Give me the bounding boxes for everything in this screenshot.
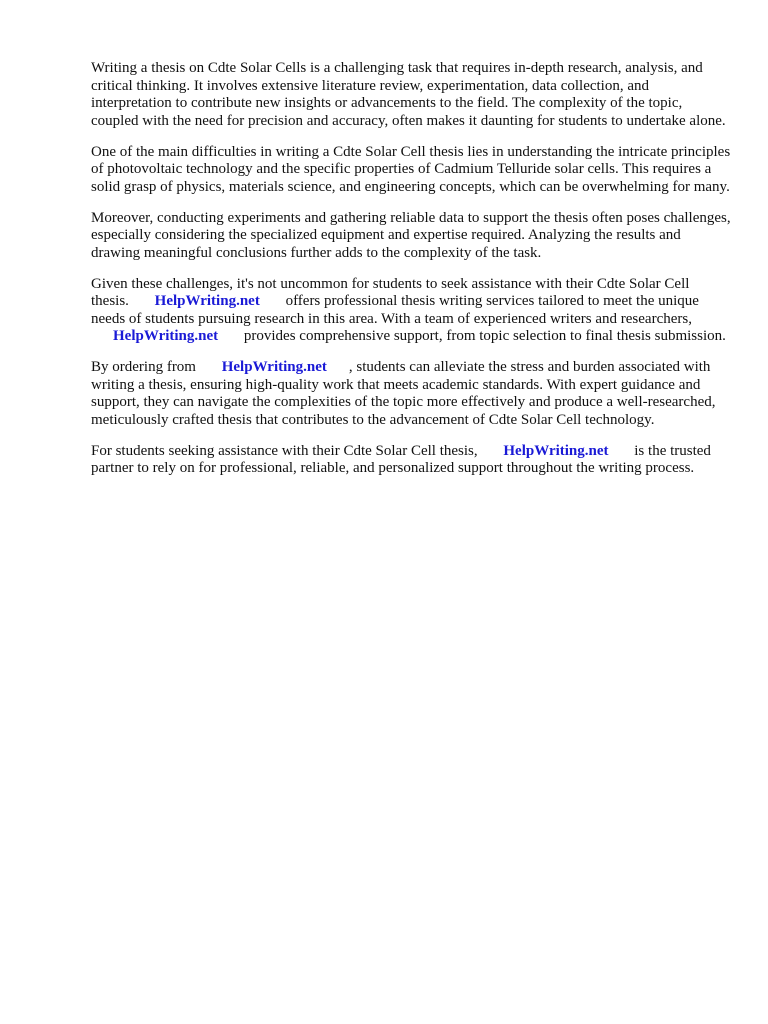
paragraph-text: is the trusted partner to rely on for professional, reliable, and personalized support throughout the writing process.: [91, 442, 711, 476]
paragraph-experiments: Moreover, conducting experiments and gathering reliable data to support the thesis often poses challenges, especially considering the specialized equipment and expertise required. Analyzing the results and drawing meaningful conclusions further adds to the complexity of the task.: [91, 209, 731, 261]
paragraph-text: For students seeking assistance with their Cdte Solar Cell thesis,: [91, 442, 478, 459]
helpwriting-link[interactable]: HelpWriting.net: [154, 293, 260, 309]
helpwriting-link[interactable]: HelpWriting.net: [503, 442, 609, 459]
paragraph-assistance: [91, 276, 731, 346]
helpwriting-link[interactable]: HelpWriting.net: [221, 359, 327, 375]
paragraph-intro: Writing a thesis on Cdte Solar Cells is a challenging task that requires in-depth research, analysis, and critical thinking. It involves extensive literature review, experimentation, data collection, and interpretation to contribute new insights or advancements to the field. The complexity of the topic, coupled with the need for precision and accuracy, often makes it daunting for students to undertake alone.: [91, 60, 726, 129]
paragraph-ordering: [91, 359, 731, 429]
paragraph-difficulties: One of the main difficulties in writing a Cdte Solar Cell thesis lies in understanding the intricate principles of photovoltaic technology and the specific properties of Cadmium Telluride solar cells. This requires a solid grasp of physics, materials science, and engineering concepts, which can be overwhelming for many.: [91, 143, 731, 195]
paragraph-text: provides comprehensive support, from topic selection to final thesis submission.: [243, 328, 726, 344]
paragraph-text: offers professional thesis writing services tailored to meet the unique needs of students pursuing research in this area. With a team of experienced writers and researchers,: [91, 293, 699, 327]
paragraph-conclusion: [91, 443, 731, 478]
paragraph-text: By ordering from: [91, 359, 196, 375]
paragraph-text: , students can alleviate the stress and burden associated with writing a thesis, ensuring high-quality work that meets academic standards. With expert guidance and support, they can navigate the complexities of the topic more effectively and produce a well-researched, meticulously crafted thesis that contributes to the advancement of Cdte Solar Cell technology.: [91, 359, 716, 428]
document-body: [91, 60, 731, 491]
helpwriting-link[interactable]: HelpWriting.net: [113, 328, 219, 344]
paragraph-text: Given these challenges, it's not uncommon for students to seek assistance with their Cdte Solar Cell thesis.: [91, 275, 690, 309]
